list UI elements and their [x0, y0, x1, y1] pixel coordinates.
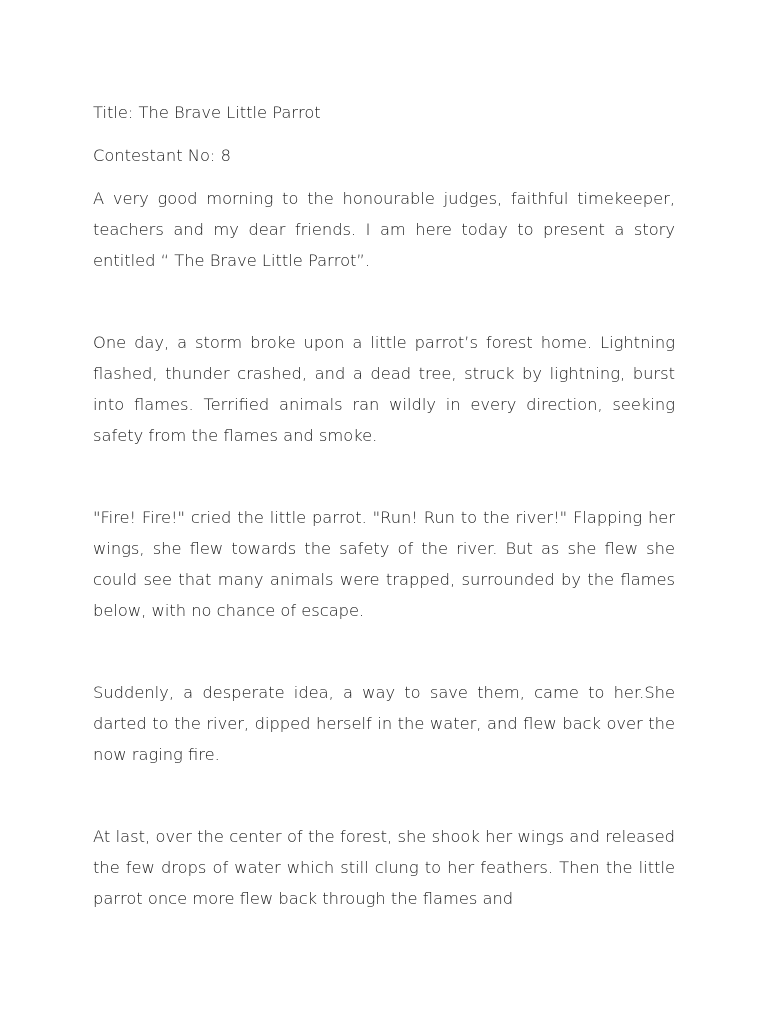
- story-title: Title: The Brave Little Parrot: [93, 103, 321, 122]
- paragraph-idea: Suddenly, a desperate idea, a way to save them, came to her.She darted to the river, dipped herself in the water, and flew back over the now raging fire.: [93, 683, 675, 764]
- paragraph-greeting: A very good morning to the honourable judges, faithful timekeeper, teachers and my dear friends. I am here today to present a story entitled “ The Brave Little Parrot”.: [93, 189, 675, 270]
- document-page: [93, 97, 675, 914]
- paragraph-storm: One day, a storm broke upon a little parrot’s forest home. Lightning flashed, thunder crashed, and a dead tree, struck by lightning, burst into flames. Terrified animals ran wildly in every direction, seeking safety from the flames and smoke.: [93, 333, 675, 445]
- paragraph-water-drops: At last, over the center of the forest, she shook her wings and released the few drops of water which still clung to her feathers. Then the little parrot once more flew back through the flames and: [93, 827, 675, 908]
- contestant-number: Contestant No: 8: [93, 146, 231, 165]
- paragraph-fire-warning: "Fire! Fire!" cried the little parrot. "Run! Run to the river!" Flapping her wings, she flew towards the safety of the river. But as she flew she could see that many animals were trapped, surrounded by the flames below, with no chance of escape.: [93, 508, 675, 620]
